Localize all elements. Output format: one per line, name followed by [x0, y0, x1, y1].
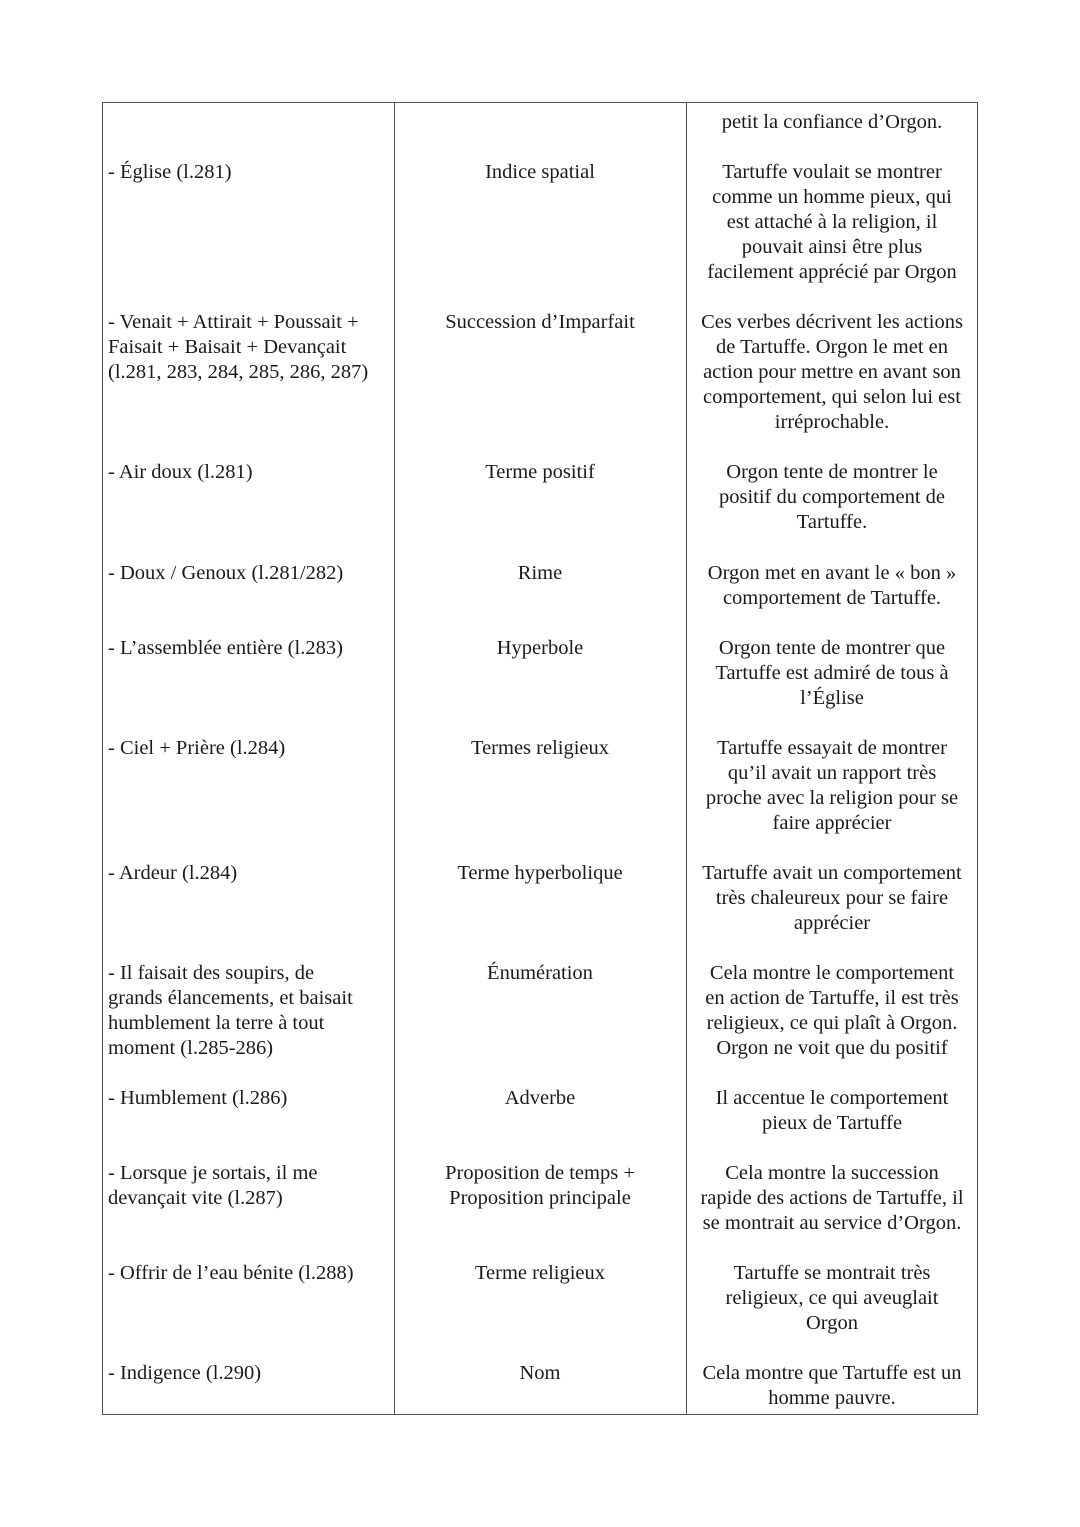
procede-cell: [399, 1086, 681, 1111]
comment-cell: [691, 736, 973, 836]
comment-line: Cela montre que Tartuffe est un: [702, 1362, 962, 1384]
citation-line: devançait vite (l.287): [108, 1187, 283, 1209]
citation-line: - Ardeur (l.284): [108, 862, 238, 884]
citation-line: - Lorsque je sortais, il me: [108, 1162, 318, 1184]
citation-line: - Humblement (l.286): [108, 1087, 288, 1109]
comment-line: homme pauvre.: [768, 1387, 896, 1409]
citation-cell: [108, 861, 390, 886]
procede-line: Termes religieux: [470, 737, 610, 759]
comment-line: Cela montre le comportement: [709, 962, 955, 984]
citation-cell: [108, 1161, 390, 1211]
column-divider: [686, 103, 687, 1414]
comment-line: action pour mettre en avant son: [703, 361, 961, 383]
citation-line: - Air doux (l.281): [108, 461, 253, 483]
comment-line: Tartuffe essayait de montrer: [717, 737, 947, 759]
comment-line: Orgon met en avant le « bon »: [707, 562, 957, 584]
comment-cell: [691, 1161, 973, 1236]
comment-line: Orgon tente de montrer que: [718, 637, 946, 659]
procede-cell: [399, 310, 681, 335]
comment-cell: [691, 1086, 973, 1136]
comment-line: Tartuffe est admiré de tous à: [715, 662, 949, 684]
comment-line: Orgon ne voit que du positif: [716, 1037, 948, 1059]
citation-cell: [108, 1086, 390, 1111]
comment-cell: [691, 1361, 973, 1411]
comment-line: petit la confiance d’Orgon.: [721, 111, 943, 133]
citation-line: (l.281, 283, 284, 285, 286, 287): [108, 361, 369, 383]
comment-line: Tartuffe.: [796, 511, 868, 533]
citation-line: moment (l.285-286): [108, 1037, 274, 1059]
procede-line: Adverbe: [504, 1087, 576, 1109]
comment-line: pieux de Tartuffe: [761, 1112, 903, 1134]
comment-line: comportement de Tartuffe.: [722, 587, 942, 609]
comment-line: Orgon: [805, 1312, 858, 1334]
intro-comment-cell: [691, 110, 973, 135]
procede-cell: [399, 861, 681, 886]
procede-line: Proposition principale: [449, 1187, 631, 1209]
citation-line: grands élancements, et baisait: [108, 987, 353, 1009]
procede-line: Terme positif: [485, 461, 595, 483]
citation-line: - Église (l.281): [108, 161, 232, 183]
procede-line: Terme religieux: [474, 1262, 606, 1284]
comment-line: proche avec la religion pour se: [705, 787, 959, 809]
procede-line: Terme hyperbolique: [457, 862, 623, 884]
citation-line: - Ciel + Prière (l.284): [108, 737, 286, 759]
comment-line: très chaleureux pour se faire: [715, 887, 949, 909]
comment-line: qu’il avait un rapport très: [727, 762, 937, 784]
comment-line: Orgon tente de montrer le: [726, 461, 938, 483]
citation-cell: [108, 460, 390, 485]
citation-cell: [108, 736, 390, 761]
procede-cell: [399, 1261, 681, 1286]
comment-line: Il accentue le comportement: [715, 1087, 949, 1109]
comment-line: apprécier: [793, 912, 871, 934]
comment-line: rapide des actions de Tartuffe, il: [700, 1187, 964, 1209]
comment-line: Ces verbes décrivent les actions: [701, 311, 963, 333]
citation-cell: [108, 561, 390, 586]
comment-line: en action de Tartuffe, il est très: [705, 987, 959, 1009]
citation-cell: [108, 961, 390, 1061]
citation-line: Faisait + Baisait + Devançait: [108, 336, 347, 358]
comment-line: Tartuffe voulait se montrer: [722, 161, 942, 183]
comment-cell: [691, 636, 973, 711]
citation-line: - Venait + Attirait + Poussait +: [108, 311, 359, 333]
citation-line: - Offrir de l’eau bénite (l.288): [108, 1262, 354, 1284]
comment-cell: [691, 310, 973, 435]
procede-cell: [399, 160, 681, 185]
procede-cell: [399, 636, 681, 661]
procede-line: Rime: [517, 562, 563, 584]
comment-cell: [691, 861, 973, 936]
column-divider: [394, 103, 395, 1414]
comment-line: de Tartuffe. Orgon le met en: [716, 336, 948, 358]
citation-cell: [108, 1261, 390, 1286]
citation-cell: [108, 310, 390, 385]
comment-line: comportement, qui selon lui est: [703, 386, 961, 408]
procede-line: Succession d’Imparfait: [445, 311, 635, 333]
comment-cell: [691, 160, 973, 285]
procede-cell: [399, 1161, 681, 1211]
comment-line: positif du comportement de: [718, 486, 946, 508]
citation-line: humblement la terre à tout: [108, 1012, 325, 1034]
comment-line: comme un homme pieux, qui: [712, 186, 952, 208]
procede-cell: [399, 460, 681, 485]
comment-line: facilement apprécié par Orgon: [707, 261, 957, 283]
procede-cell: [399, 1361, 681, 1386]
procede-line: Proposition de temps +: [445, 1162, 635, 1184]
comment-line: Tartuffe avait un comportement: [702, 862, 962, 884]
comment-cell: [691, 961, 973, 1061]
comment-line: religieux, ce qui plaît à Orgon.: [706, 1012, 958, 1034]
procede-line: Énumération: [487, 962, 593, 984]
comment-line: se montrait au service d’Orgon.: [702, 1212, 962, 1234]
procede-cell: [399, 736, 681, 761]
comment-line: irréprochable.: [774, 411, 890, 433]
comment-line: est attaché à la religion, il: [726, 211, 938, 233]
citation-line: - Indigence (l.290): [108, 1362, 262, 1384]
comment-cell: [691, 561, 973, 611]
comment-line: l’Église: [800, 687, 864, 709]
citation-cell: [108, 160, 390, 185]
procede-line: Nom: [519, 1362, 561, 1384]
comment-line: Cela montre la succession: [725, 1162, 939, 1184]
citation-line: - L’assemblée entière (l.283): [108, 637, 343, 659]
comment-line: religieux, ce qui aveuglait: [725, 1287, 939, 1309]
procede-line: Hyperbole: [496, 637, 584, 659]
citation-cell: [108, 636, 390, 661]
comment-cell: [691, 1261, 973, 1336]
citation-line: - Il faisait des soupirs, de: [108, 962, 315, 984]
comment-line: Tartuffe se montrait très: [733, 1262, 931, 1284]
citation-line: - Doux / Genoux (l.281/282): [108, 562, 344, 584]
procede-cell: [399, 961, 681, 986]
analysis-table: [102, 102, 978, 1415]
procede-line: Indice spatial: [485, 161, 595, 183]
comment-line: pouvait ainsi être plus: [741, 236, 923, 258]
procede-cell: [399, 561, 681, 586]
comment-cell: [691, 460, 973, 535]
citation-cell: [108, 1361, 390, 1386]
comment-line: faire apprécier: [772, 812, 892, 834]
